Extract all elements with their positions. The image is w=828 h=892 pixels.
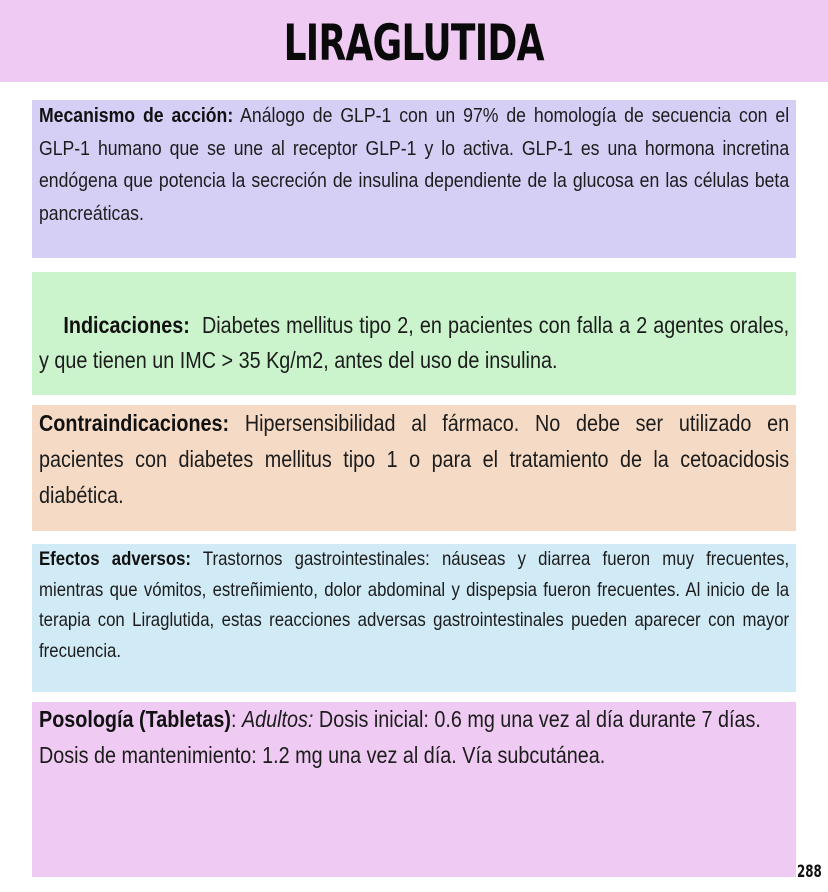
mechanism-label: Mecanismo de acción:: [39, 104, 234, 127]
mechanism-text: Análogo de GLP-1 con un 97% de homología de secuencia con el GLP-1 humano que se une al receptor GLP-1 y lo activa. GLP-1 es una hormona incretina endógena que potencia la secreción de insulina dependiente de la glucosa en las células beta pancreáticas.: [39, 104, 790, 225]
dosage-separator: :: [230, 706, 242, 732]
dosage-initial-text: Dosis inicial: 0.6 mg una vez al día durante 7 días.: [313, 706, 761, 732]
dosage-population: Adultos:: [241, 706, 314, 732]
dosage-maintenance-text: Dosis de mantenimiento: 1.2 mg una vez al día. Vía subcutánea.: [39, 741, 606, 768]
indications-paragraph: [39, 272, 795, 414]
contraindications-label: Contraindicaciones:: [39, 410, 230, 436]
adverse-effects-label: Efectos adversos:: [39, 548, 192, 570]
mechanism-section: [32, 100, 796, 258]
page-number: 288: [797, 862, 822, 882]
contraindications-section: [32, 405, 796, 531]
adverse-effects-section: [32, 544, 796, 692]
adverse-effects-paragraph: [39, 544, 789, 666]
indications-section: [32, 272, 796, 395]
indications-text: Diabetes mellitus tipo 2, en pacientes con falla a 2 agentes orales, y que tienen un IMC > 35 Kg/m2, antes del uso de insulina.: [39, 311, 795, 373]
dosage-paragraph: [39, 702, 789, 773]
adverse-effects-text: Trastornos gastrointestinales: náuseas y diarrea fueron muy frecuentes, mientras que vómitos, estreñimiento, dolor abdominal y dispepsia fueron frecuentes. Al inicio de la terapia con Liraglutida, estas reacciones adversas gastrointestinales pueden aparecer con mayor frecuencia.: [39, 548, 790, 662]
indications-label: Indicaciones:: [63, 311, 190, 338]
dosage-label: Posología (Tabletas): [39, 706, 231, 732]
drug-title: LIRAGLUTIDA: [283, 14, 545, 72]
page-header: [0, 0, 828, 82]
contraindications-text: Hipersensibilidad al fármaco. No debe ser utilizado en pacientes con diabetes mellitus tipo 1 o para el tratamiento de la cetoacidosis diabética.: [39, 410, 790, 508]
mechanism-paragraph: [39, 100, 789, 230]
dosage-section: [32, 702, 796, 877]
contraindications-paragraph: [39, 405, 789, 513]
